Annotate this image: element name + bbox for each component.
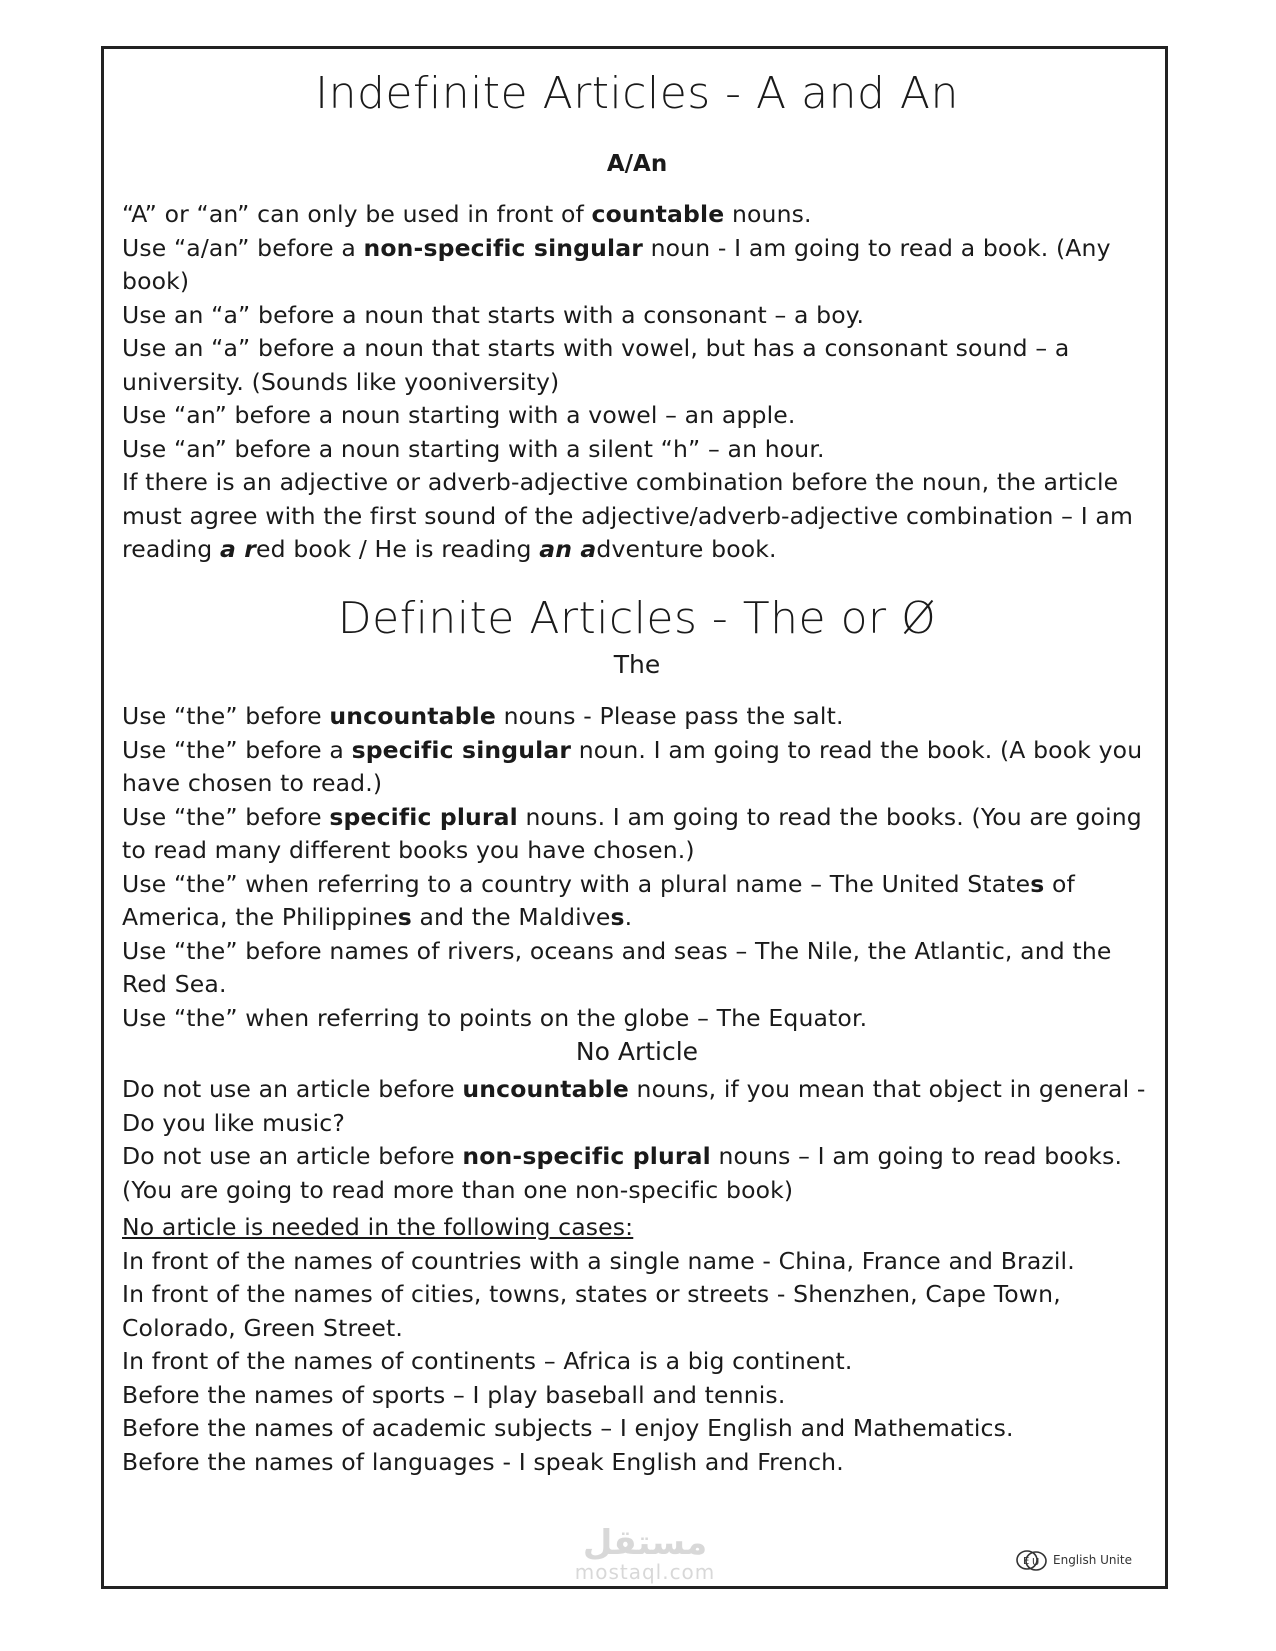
rule-line: Use an “a” before a noun that starts with vowel, but has a consonant sound – a university. (Sounds like yooniversity) — [122, 334, 1070, 396]
no-article-rules — [122, 1073, 1152, 1207]
rule-line-country: Use “the” when referring to a country with a plural name – The United States of America, the Philippines and the Maldives. — [122, 869, 1075, 931]
indefinite-title: Indefinite Articles - A and An — [315, 68, 959, 119]
logo-text: English Unite — [1053, 1553, 1132, 1567]
case-line: Before the names of sports – I play baseball and tennis. — [122, 1380, 786, 1409]
svg-text:E: E — [1023, 1556, 1030, 1567]
indefinite-rules — [122, 198, 1152, 567]
watermark — [540, 1525, 750, 1583]
rule-line: Use “a/an” before a non-specific singular noun - I am going to read a book. (Any book) — [122, 233, 1111, 295]
case-line: In front of the names of countries with a single name - China, France and Brazil. — [122, 1246, 1075, 1275]
watermark-url: mostaql.com — [574, 1560, 716, 1584]
rule-line: Do not use an article before non-specific plural nouns – I am going to read books. (You are going to read more than one non-specific book) — [122, 1142, 1123, 1204]
case-line: In front of the names of cities, towns, states or streets - Shenzhen, Cape Town, Colorado, Green Street. — [122, 1280, 1061, 1342]
svg-text:U: U — [1032, 1557, 1040, 1568]
definite-subtitle: The — [613, 650, 661, 679]
rule-line-adjective: If there is an adjective or adverb-adjective combination before the noun, the article must agree with the first sound of the adjective/adverb-adjective combination – I am reading a red book / He is reading an adventure book. — [122, 468, 1133, 563]
case-line: In front of the names of continents – Africa is a big continent. — [122, 1347, 853, 1375]
rule-line: Use “the” before specific plural nouns. I am going to read the books. (You are going to read many different books you have chosen.) — [122, 802, 1142, 864]
rule-line: Use “the” before uncountable nouns - Please pass the salt. — [122, 702, 844, 730]
indefinite-subtitle: A/An — [606, 151, 668, 177]
rule-line: Use “an” before a noun starting with a vowel – an apple. — [122, 401, 796, 429]
rule-line: Use “the” when referring to points on the globe – The Equator. — [122, 1003, 868, 1032]
rule-line: “A” or “an” can only be used in front of countable nouns. — [122, 200, 812, 228]
definite-title: Definite Articles - The or Ø — [337, 593, 937, 644]
rule-line: Use an “a” before a noun that starts with a consonant – a boy. — [122, 300, 865, 329]
rule-line: Use “the” before a specific singular noun. I am going to read the book. (A book you have chosen to read.) — [122, 735, 1143, 797]
english-unite-logo — [1015, 1548, 1132, 1572]
cases-heading: No article is needed in the following cases: — [122, 1213, 634, 1241]
watermark-arabic: مستقل — [582, 1523, 708, 1563]
definite-rules — [122, 700, 1152, 1035]
rule-line: Do not use an article before uncountable nouns, if you mean that object in general - Do you like music? — [122, 1075, 1146, 1137]
rule-line: Use “an” before a noun starting with a silent “h” – an hour. — [122, 434, 825, 463]
rule-line: Use “the” before names of rivers, oceans and seas – The Nile, the Atlantic, and the Red Sea. — [122, 936, 1112, 998]
case-line: Before the names of academic subjects – I enjoy English and Mathematics. — [122, 1414, 1014, 1442]
logo-icon — [1015, 1548, 1049, 1572]
no-article-subtitle: No Article — [575, 1037, 699, 1066]
case-line: Before the names of languages - I speak English and French. — [122, 1447, 844, 1476]
no-article-cases — [122, 1211, 1152, 1479]
